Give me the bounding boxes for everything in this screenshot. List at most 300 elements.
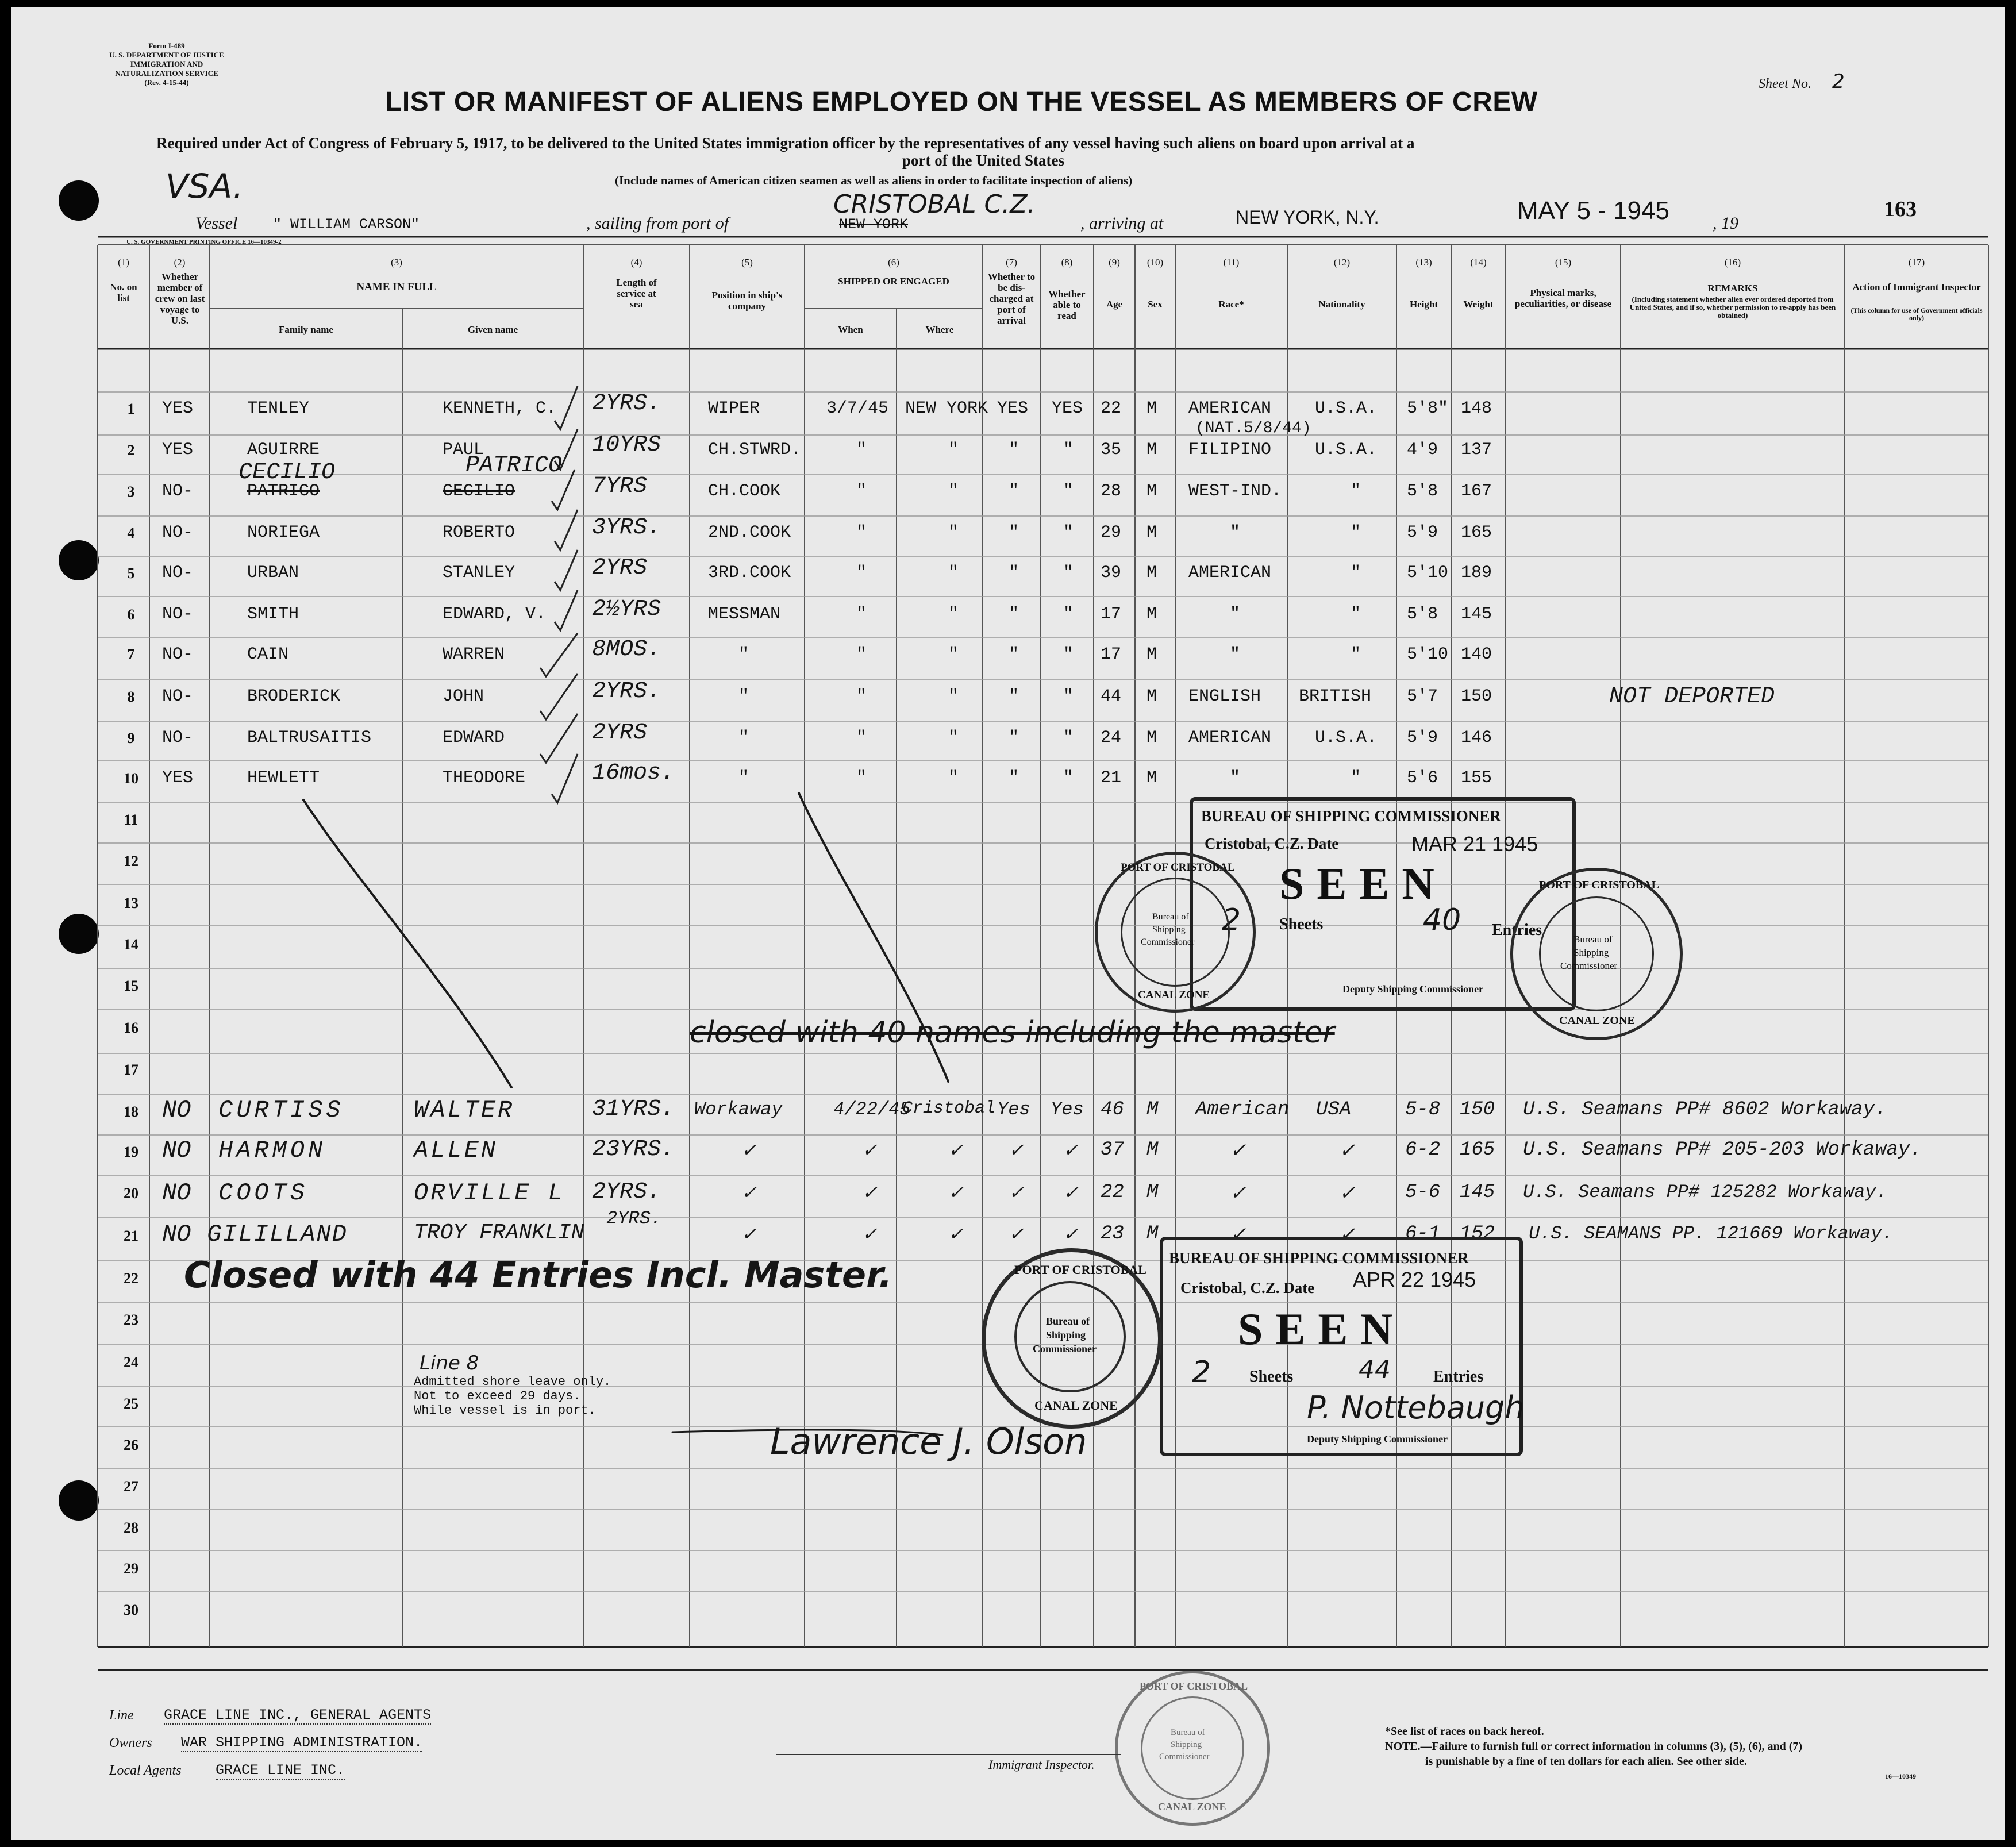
height-cell: 5'10 — [1407, 563, 1449, 583]
line-number: 23 — [124, 1311, 138, 1328]
stamp-place: Cristobal, C.Z. Date — [1205, 835, 1339, 852]
column-number: (8) — [1061, 257, 1073, 268]
header-position: Position in ship's company — [711, 290, 783, 311]
stamp-sheets-label: Sheets — [1279, 915, 1324, 933]
service-cell: 2YRS. — [606, 1208, 662, 1229]
footer-code: 16—10349 — [1885, 1772, 1916, 1780]
weight-cell: 155 — [1461, 768, 1492, 788]
shore-leave-line: Admitted shore leave only. — [414, 1375, 611, 1389]
read-cell: ✓ — [1063, 1225, 1079, 1246]
read-cell: " — [1063, 728, 1074, 748]
height-cell: 5-6 — [1405, 1182, 1441, 1203]
line-number: 22 — [124, 1270, 138, 1287]
footer-inspector-line — [776, 1754, 1121, 1755]
column-number: (15) — [1555, 257, 1572, 268]
closing-note-struck: closed with 40 names including the master — [690, 1015, 1335, 1050]
port-seal — [1095, 852, 1256, 1013]
weight-cell: 137 — [1461, 440, 1492, 460]
line-number: 8 — [127, 688, 135, 705]
form-meta-line: U. S. DEPARTMENT OF JUSTICE — [109, 51, 224, 59]
nationality-cell: ✓ — [1339, 1225, 1356, 1247]
column-number: (16) — [1724, 257, 1741, 268]
arriving-label: , arriving at — [1080, 214, 1164, 233]
where-cell: " — [948, 728, 959, 748]
vessel-name: " WILLIAM CARSON" — [273, 216, 420, 233]
read-cell: " — [1063, 563, 1074, 583]
footer-note: NOTE.—Failure to furnish full or correct information in columns (3), (5), (6), and (7) — [1385, 1740, 1803, 1753]
line-number: 13 — [124, 895, 138, 911]
height-cell: 6-1 — [1405, 1223, 1441, 1245]
family-name-cell: SMITH — [247, 605, 299, 624]
page-number: 163 — [1884, 197, 1917, 221]
manifest-sheet — [11, 7, 2005, 1840]
position-cell: CH.STWRD. — [708, 440, 802, 460]
position-cell: ✓ — [741, 1225, 757, 1246]
race-cell: AMERICAN — [1188, 728, 1272, 748]
stamp-place: Cristobal, C.Z. Date — [1180, 1279, 1315, 1296]
column-number: (1) — [118, 257, 129, 268]
where-cell: ✓ — [948, 1225, 964, 1246]
given-name-cell: THEODORE — [443, 768, 526, 788]
line-number: 19 — [124, 1144, 138, 1160]
when-cell: " — [856, 768, 867, 788]
where-cell: ✓ — [948, 1183, 964, 1205]
line-number: 24 — [124, 1354, 138, 1371]
seal-inner-line: Shipping — [1573, 947, 1609, 958]
line-number: 27 — [124, 1478, 138, 1495]
shore-leave-note — [414, 1352, 611, 1418]
line-number: 18 — [124, 1103, 138, 1120]
seal-bottom-text: CANAL ZONE — [1034, 1398, 1118, 1413]
column-number: (6) — [888, 257, 899, 268]
column-number: (7) — [1006, 257, 1017, 268]
stamp-deputy-label: Deputy Shipping Commissioner — [1342, 983, 1484, 995]
seal-inner-line: Commissioner — [1033, 1343, 1097, 1355]
read-cell: " — [1063, 440, 1074, 460]
family-name-cell: BALTRUSAITIS — [247, 728, 372, 748]
when-cell: " — [856, 728, 867, 748]
port-seal — [1510, 868, 1683, 1040]
where-cell: " — [948, 482, 959, 501]
age-cell: 22 — [1101, 1182, 1124, 1203]
line-number: 15 — [124, 978, 138, 994]
weight-cell: 150 — [1460, 1099, 1495, 1121]
discharged-cell: " — [1009, 440, 1019, 460]
weight-cell: 152 — [1460, 1223, 1495, 1245]
shore-leave-line: While vessel is in port. — [414, 1403, 596, 1418]
nationality-cell: U.S.A. — [1315, 728, 1378, 748]
position-cell: Workaway — [694, 1099, 783, 1120]
when-cell: " — [856, 523, 867, 542]
sailing-label: , sailing from port of — [586, 214, 729, 233]
nationality-cell: " — [1351, 523, 1361, 542]
family-name-cell: GILILLAND — [207, 1221, 348, 1248]
position-cell: CH.COOK — [708, 482, 781, 501]
position-cell: " — [738, 728, 749, 748]
header-when: When — [838, 324, 863, 335]
remark-cell: U.S. Seamans PP# 205-203 Workaway. — [1523, 1139, 1922, 1161]
race-cell: " — [1230, 645, 1241, 664]
line-number: 2 — [127, 442, 135, 459]
sheet-number-value: 2 — [1832, 70, 1845, 93]
seal-top-text: PORT OF CRISTOBAL — [1014, 1263, 1146, 1277]
height-cell: 5'8" — [1407, 399, 1449, 418]
member-cell: YES — [162, 440, 194, 460]
subtitle-line: Required under Act of Congress of February 5, 1917, to be delivered to the United States immigration officer by the representatives of any vessel having such aliens on board upon arrival at a — [156, 134, 1415, 152]
naturalization-note: (NAT.5/8/44) — [1195, 420, 1311, 437]
race-cell: " — [1230, 523, 1241, 542]
position-cell: " — [738, 645, 749, 664]
nationality-cell: USA — [1316, 1099, 1352, 1121]
column-number: (5) — [741, 257, 753, 268]
age-cell: 22 — [1101, 399, 1122, 418]
column-number: (3) — [391, 257, 402, 268]
subtitle-line: port of the United States — [902, 152, 1064, 169]
service-cell: 8MOS. — [592, 637, 661, 663]
where-cell: NEW YORK — [905, 399, 988, 418]
service-cell: 2YRS — [592, 720, 648, 746]
nationality-cell: BRITISH — [1299, 687, 1372, 706]
height-cell: 5'9 — [1407, 728, 1438, 748]
sex-cell: M — [1146, 1099, 1159, 1121]
given-name-cell: KENNETH, C. — [443, 399, 557, 418]
service-cell: 16mos. — [592, 760, 675, 786]
where-cell: ✓ — [948, 1141, 964, 1162]
service-cell: 23YRS. — [592, 1137, 675, 1163]
column-number: (12) — [1333, 257, 1351, 268]
footer-line-label: Line — [109, 1708, 134, 1723]
age-cell: 44 — [1101, 687, 1122, 706]
header-discharged: Whether to be dis-charged at port of arrival — [987, 271, 1036, 326]
where-cell: " — [948, 768, 959, 788]
handwritten-usa: VSA. — [166, 167, 244, 206]
sex-cell: M — [1146, 1223, 1159, 1245]
seal-bottom-text: CANAL ZONE — [1158, 1801, 1226, 1813]
header-remarks: REMARKS — [1707, 283, 1758, 294]
stamp-deputy-label: Deputy Shipping Commissioner — [1307, 1433, 1448, 1445]
age-cell: 28 — [1101, 482, 1122, 501]
nationality-cell: U.S.A. — [1315, 440, 1378, 460]
stamp-entries-label: Entries — [1433, 1368, 1484, 1386]
family-name-cell: BRODERICK — [247, 687, 341, 706]
sheet-number-label: Sheet No. — [1759, 76, 1811, 91]
sex-cell: M — [1146, 645, 1157, 664]
where-cell: " — [948, 645, 959, 664]
line-number: 11 — [124, 811, 138, 828]
remark-cell: U.S. Seamans PP# 125282 Workaway. — [1523, 1182, 1887, 1203]
when-cell: " — [856, 482, 867, 501]
remark-not-deported: NOT DEPORTED — [1609, 684, 1775, 710]
stamp-header: BUREAU OF SHIPPING COMMISSIONER — [1201, 807, 1501, 825]
nationality-cell: " — [1351, 563, 1361, 583]
footer-agents-value: GRACE LINE INC. — [216, 1762, 345, 1779]
discharged-cell: ✓ — [1009, 1225, 1024, 1246]
discharged-cell: " — [1009, 645, 1019, 664]
line-number: 10 — [124, 770, 138, 787]
race-cell: " — [1230, 605, 1241, 624]
given-name-cell: WALTER — [414, 1096, 515, 1124]
port-struck: NEW YORK — [839, 216, 909, 233]
discharged-cell: " — [1009, 605, 1019, 624]
seen-stamp — [1160, 1237, 1523, 1456]
service-cell: 2YRS. — [592, 391, 661, 417]
seal-inner-line: Bureau of — [1152, 912, 1189, 922]
position-cell: 3RD.COOK — [708, 563, 791, 583]
stamp-entries-number: 40 — [1423, 903, 1461, 937]
race-cell: ✓ — [1230, 1225, 1246, 1247]
height-cell: 5'7 — [1407, 687, 1438, 706]
column-number: (13) — [1415, 257, 1432, 268]
family-name-cell: CURTISS — [218, 1096, 344, 1124]
header-no-on-list: No. on list — [110, 282, 137, 303]
height-cell: 5'6 — [1407, 768, 1438, 788]
stamp-seen: SEEN — [1238, 1304, 1406, 1354]
height-cell: 5'9 — [1407, 523, 1438, 542]
column-number: (10) — [1146, 257, 1164, 268]
weight-cell: 150 — [1461, 687, 1492, 706]
family-name-cell: COOTS — [218, 1179, 309, 1207]
read-cell: " — [1063, 645, 1074, 664]
vessel-label: Vessel — [195, 214, 238, 233]
member-cell: NO — [162, 1096, 191, 1124]
family-name-cell: NORIEGA — [247, 523, 320, 542]
given-name-cell: PAUL — [443, 440, 484, 460]
read-cell: " — [1063, 768, 1074, 788]
family-name-cell: URBAN — [247, 563, 299, 583]
age-cell: 29 — [1101, 523, 1122, 542]
where-cell: " — [948, 605, 959, 624]
given-name-cell: ALLEN — [414, 1137, 498, 1164]
seal-bottom-text: CANAL ZONE — [1559, 1014, 1635, 1027]
service-cell: 10YRS — [592, 432, 661, 458]
race-cell: AMERICAN — [1188, 399, 1272, 418]
race-cell: American — [1195, 1099, 1290, 1121]
member-cell: NO- — [162, 523, 194, 542]
position-cell: ✓ — [741, 1183, 757, 1205]
form-meta-line: (Rev. 4-15-44) — [144, 78, 189, 87]
line-number: 7 — [127, 646, 135, 663]
seal-inner-line: Commissioner — [1141, 937, 1195, 947]
read-cell: " — [1063, 605, 1074, 624]
member-cell: NO- — [162, 728, 194, 748]
family-name-cell: HARMON — [218, 1137, 326, 1164]
when-cell: ✓ — [862, 1225, 878, 1246]
service-cell: 7YRS — [592, 474, 648, 499]
form-meta-line: Form I-489 — [148, 41, 185, 50]
race-cell: FILIPINO — [1188, 440, 1272, 460]
line-number: 3 — [127, 483, 135, 500]
when-cell: " — [856, 563, 867, 583]
discharged-cell: " — [1009, 482, 1019, 501]
column-number: (2) — [174, 257, 186, 268]
service-cell: 2YRS — [592, 555, 648, 581]
line-number: 4 — [127, 525, 135, 541]
line-number: 30 — [124, 1602, 138, 1618]
column-number: (11) — [1223, 257, 1240, 268]
race-cell: ✓ — [1230, 1184, 1246, 1206]
read-cell: YES — [1052, 399, 1083, 418]
subtitle-line: (Include names of American citizen seamen as well as aliens in order to facilitate inspection of aliens) — [615, 174, 1133, 187]
header-action: Action of Immigrant Inspector — [1852, 282, 1981, 293]
member-cell: NO — [162, 1179, 191, 1207]
nationality-cell: " — [1351, 482, 1361, 501]
member-cell: NO- — [162, 605, 194, 624]
header-shipped: SHIPPED OR ENGAGED — [838, 276, 949, 287]
given-name-cell: JOHN — [443, 687, 484, 706]
age-cell: 35 — [1101, 440, 1122, 460]
position-cell: WIPER — [708, 399, 760, 418]
member-cell: YES — [162, 399, 194, 418]
discharged-cell: " — [1009, 728, 1019, 748]
form-meta-line: IMMIGRATION AND NATURALIZATION SERVICE — [115, 60, 218, 78]
given-name-cell: EDWARD — [443, 728, 505, 748]
line-number: 12 — [124, 853, 138, 869]
member-cell: NO — [162, 1221, 191, 1248]
date-value: MAY 5 - 1945 — [1517, 197, 1669, 225]
footer-note: *See list of races on back hereof. — [1385, 1725, 1544, 1738]
weight-cell: 167 — [1461, 482, 1492, 501]
when-cell: 3/7/45 — [826, 399, 889, 418]
where-cell: " — [948, 563, 959, 583]
line-number: 5 — [127, 565, 135, 582]
discharged-cell: Yes — [997, 1099, 1030, 1120]
given-name-cell: STANLEY — [443, 563, 515, 583]
header-length-service: Length of service at sea — [616, 277, 657, 310]
given-name-correction: PATRICO — [465, 453, 563, 479]
line-number: 29 — [124, 1560, 138, 1577]
read-cell: " — [1063, 687, 1074, 706]
seal-inner-line: Commissioner — [1560, 960, 1618, 971]
discharged-cell: ✓ — [1009, 1183, 1024, 1205]
race-cell: WEST-IND. — [1188, 482, 1282, 501]
sex-cell: M — [1146, 399, 1157, 418]
header-nationality: Nationality — [1318, 299, 1365, 310]
when-cell: ✓ — [862, 1141, 878, 1162]
weight-cell: 140 — [1461, 645, 1492, 664]
given-name-cell: WARREN — [443, 645, 505, 664]
header-physical: Physical marks, peculiarities, or disease — [1514, 287, 1612, 309]
weight-cell: 145 — [1461, 605, 1492, 624]
position-cell: MESSMAN — [708, 605, 781, 624]
header-given-name: Given name — [467, 324, 518, 335]
line-number: 17 — [124, 1061, 138, 1078]
sex-cell: M — [1146, 440, 1157, 460]
height-cell: 5-8 — [1405, 1099, 1441, 1121]
where-cell: Cristobal — [902, 1099, 996, 1118]
line-number: 9 — [127, 730, 135, 747]
when-cell: " — [856, 645, 867, 664]
weight-cell: 189 — [1461, 563, 1492, 583]
when-cell: ✓ — [862, 1183, 878, 1205]
header-name-in-full: NAME IN FULL — [356, 281, 437, 293]
column-number: (17) — [1908, 257, 1925, 268]
seal-inner-line: Bureau of — [1046, 1315, 1090, 1327]
header-age: Age — [1106, 299, 1123, 310]
seal-inner-line: Shipping — [1152, 925, 1186, 934]
given-name-cell: TROY FRANKLIN — [414, 1221, 584, 1245]
family-name-cell: TENLEY — [247, 399, 310, 418]
sex-cell: M — [1146, 563, 1157, 583]
stamp-entries-label: Entries — [1492, 921, 1542, 939]
footer-owners-value: WAR SHIPPING ADMINISTRATION. — [181, 1734, 423, 1751]
header-whether-member: Whether member of crew on last voyage to U.S. — [155, 271, 205, 326]
read-cell: " — [1063, 482, 1074, 501]
family-name-correction: CECILIO — [238, 460, 336, 486]
seal-bottom-text: CANAL ZONE — [1138, 989, 1210, 1001]
nationality-cell: " — [1351, 605, 1361, 624]
service-cell: 3YRS. — [592, 515, 661, 541]
page-title: LIST OR MANIFEST OF ALIENS EMPLOYED ON THE VESSEL AS MEMBERS OF CREW — [385, 87, 1538, 117]
nationality-cell: ✓ — [1339, 1141, 1356, 1163]
remark-cell: U.S. Seamans PP# 8602 Workaway. — [1523, 1099, 1887, 1121]
sex-cell: M — [1146, 482, 1157, 501]
line-number: 21 — [124, 1228, 138, 1244]
line-number: 26 — [124, 1437, 138, 1453]
port-handwritten: CRISTOBAL C.Z. — [833, 190, 1036, 219]
column-number: (14) — [1470, 257, 1487, 268]
line-number: 6 — [127, 606, 135, 623]
seal-top-text: PORT OF CRISTOBAL — [1140, 1680, 1248, 1692]
member-cell: NO- — [162, 645, 194, 664]
header-sex: Sex — [1148, 299, 1163, 310]
seal-top-text: PORT OF CRISTOBAL — [1539, 879, 1659, 891]
member-cell: NO — [162, 1137, 191, 1164]
footer-agents-label: Local Agents — [109, 1763, 182, 1778]
header-weight: Weight — [1463, 299, 1494, 310]
header-race: Race* — [1218, 299, 1244, 310]
stamp-sheets-number: 2 — [1192, 1355, 1211, 1390]
age-cell: 21 — [1101, 768, 1122, 788]
member-cell: NO- — [162, 482, 194, 501]
stamp-sheets-label: Sheets — [1249, 1368, 1294, 1386]
sex-cell: M — [1146, 605, 1157, 624]
nationality-cell: " — [1351, 768, 1361, 788]
discharged-cell: " — [1009, 523, 1019, 542]
read-cell: ✓ — [1063, 1141, 1079, 1162]
age-cell: 24 — [1101, 728, 1122, 748]
race-cell: ✓ — [1230, 1141, 1246, 1163]
age-cell: 17 — [1101, 645, 1122, 664]
family-name-cell: PATRICO — [247, 482, 320, 501]
weight-cell: 146 — [1461, 728, 1492, 748]
shore-leave-line: Not to exceed 29 days. — [414, 1389, 581, 1403]
read-cell: Yes — [1051, 1099, 1084, 1120]
member-cell: YES — [162, 768, 194, 788]
race-cell: " — [1230, 768, 1241, 788]
given-name-cell: ORVILLE L — [414, 1179, 565, 1207]
height-cell: 6-2 — [1405, 1139, 1441, 1161]
line-number: 25 — [124, 1395, 138, 1412]
stamp-date: APR 22 1945 — [1353, 1268, 1476, 1291]
when-cell: " — [856, 440, 867, 460]
service-cell: 2½YRS — [592, 597, 661, 622]
sex-cell: M — [1146, 523, 1157, 542]
service-cell: 31YRS. — [592, 1096, 675, 1122]
nationality-cell: " — [1351, 645, 1361, 664]
read-cell: " — [1063, 523, 1074, 542]
inspector-signature: Lawrence J. Olson — [770, 1421, 1087, 1463]
weight-cell: 165 — [1461, 523, 1492, 542]
where-cell: " — [948, 440, 959, 460]
position-cell: 2ND.COOK — [708, 523, 791, 542]
discharged-cell: " — [1009, 768, 1019, 788]
closing-note: Closed with 44 Entries Incl. Master. — [184, 1254, 892, 1296]
header-read: Whether able to read — [1048, 288, 1086, 321]
sex-cell: M — [1146, 728, 1157, 748]
age-cell: 37 — [1101, 1139, 1124, 1161]
read-cell: ✓ — [1063, 1183, 1079, 1205]
sex-cell: M — [1146, 1182, 1159, 1203]
